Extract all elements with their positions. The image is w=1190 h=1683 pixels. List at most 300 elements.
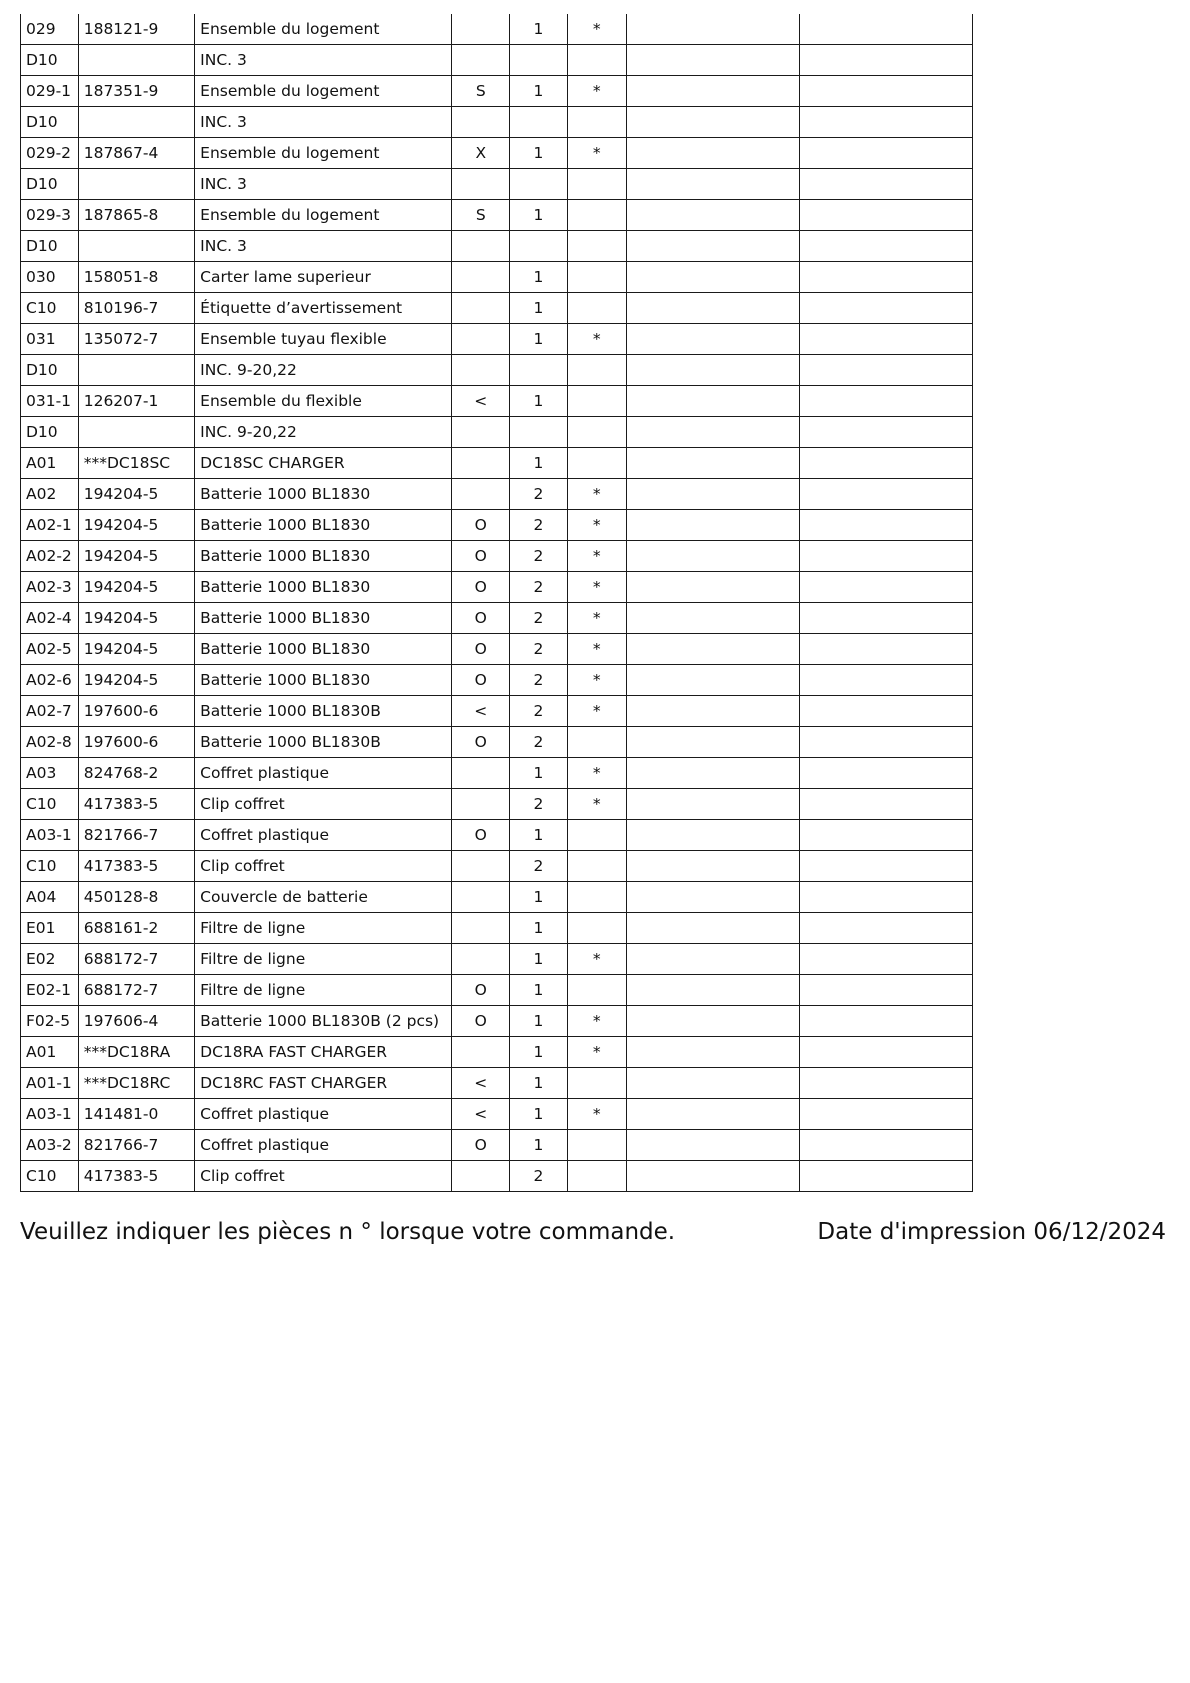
table-row xyxy=(21,293,973,324)
mark-cell xyxy=(567,1068,626,1099)
quantity-cell: 1 xyxy=(510,76,568,107)
extra-1-cell xyxy=(626,727,799,758)
extra-2-cell xyxy=(799,541,972,572)
quantity-cell: 2 xyxy=(510,1161,568,1192)
code-cell xyxy=(452,882,510,913)
extra-1-cell xyxy=(626,789,799,820)
item-ref-cell: A02 xyxy=(21,479,79,510)
extra-1-cell xyxy=(626,665,799,696)
extra-2-cell xyxy=(799,231,972,262)
item-ref-cell: A03-2 xyxy=(21,1130,79,1161)
extra-1-cell xyxy=(626,975,799,1006)
item-ref-cell: 029-2 xyxy=(21,138,79,169)
description-cell: INC. 9-20,22 xyxy=(195,355,452,386)
mark-cell: * xyxy=(567,1099,626,1130)
extra-1-cell xyxy=(626,882,799,913)
description-cell: Clip coffret xyxy=(195,851,452,882)
extra-1-cell xyxy=(626,262,799,293)
description-cell: INC. 3 xyxy=(195,45,452,76)
code-cell: S xyxy=(452,200,510,231)
item-ref-cell: C10 xyxy=(21,1161,79,1192)
extra-1-cell xyxy=(626,944,799,975)
part-number-cell: 187865-8 xyxy=(78,200,194,231)
table-row xyxy=(21,727,973,758)
code-cell xyxy=(452,262,510,293)
extra-2-cell xyxy=(799,417,972,448)
item-ref-cell: 029 xyxy=(21,14,79,45)
quantity-cell: 1 xyxy=(510,975,568,1006)
item-ref-cell: A01 xyxy=(21,448,79,479)
item-ref-cell: A02-6 xyxy=(21,665,79,696)
mark-cell: * xyxy=(567,634,626,665)
quantity-cell: 1 xyxy=(510,882,568,913)
table-row xyxy=(21,1161,973,1192)
extra-2-cell xyxy=(799,789,972,820)
table-row xyxy=(21,386,973,417)
table-row xyxy=(21,758,973,789)
item-ref-cell: 029-1 xyxy=(21,76,79,107)
part-number-cell: 417383-5 xyxy=(78,851,194,882)
quantity-cell: 1 xyxy=(510,1130,568,1161)
extra-1-cell xyxy=(626,417,799,448)
extra-1-cell xyxy=(626,293,799,324)
mark-cell: * xyxy=(567,758,626,789)
item-ref-cell: D10 xyxy=(21,107,79,138)
item-ref-cell: A01 xyxy=(21,1037,79,1068)
code-cell: O xyxy=(452,541,510,572)
extra-2-cell xyxy=(799,820,972,851)
table-row xyxy=(21,262,973,293)
description-cell: Coffret plastique xyxy=(195,1130,452,1161)
quantity-cell: 2 xyxy=(510,851,568,882)
extra-1-cell xyxy=(626,169,799,200)
extra-1-cell xyxy=(626,200,799,231)
extra-2-cell xyxy=(799,1037,972,1068)
item-ref-cell: A02-3 xyxy=(21,572,79,603)
extra-1-cell xyxy=(626,355,799,386)
mark-cell xyxy=(567,1130,626,1161)
part-number-cell: 158051-8 xyxy=(78,262,194,293)
item-ref-cell: A02-4 xyxy=(21,603,79,634)
quantity-cell: 1 xyxy=(510,1037,568,1068)
table-row xyxy=(21,417,973,448)
extra-2-cell xyxy=(799,76,972,107)
description-cell: Ensemble du logement xyxy=(195,138,452,169)
mark-cell xyxy=(567,913,626,944)
code-cell xyxy=(452,324,510,355)
extra-1-cell xyxy=(626,45,799,76)
part-number-cell: 450128-8 xyxy=(78,882,194,913)
extra-1-cell xyxy=(626,913,799,944)
extra-1-cell xyxy=(626,479,799,510)
code-cell xyxy=(452,448,510,479)
table-row xyxy=(21,944,973,975)
quantity-cell: 1 xyxy=(510,324,568,355)
table-row xyxy=(21,448,973,479)
code-cell: O xyxy=(452,975,510,1006)
description-cell: Filtre de ligne xyxy=(195,975,452,1006)
code-cell: < xyxy=(452,1068,510,1099)
extra-2-cell xyxy=(799,944,972,975)
code-cell xyxy=(452,1037,510,1068)
mark-cell xyxy=(567,293,626,324)
part-number-cell: 810196-7 xyxy=(78,293,194,324)
item-ref-cell: D10 xyxy=(21,45,79,76)
mark-cell: * xyxy=(567,696,626,727)
code-cell xyxy=(452,169,510,200)
quantity-cell: 1 xyxy=(510,1099,568,1130)
code-cell xyxy=(452,758,510,789)
order-note: Veuillez indiquer les pièces n ° lorsque votre commande. xyxy=(20,1219,676,1245)
item-ref-cell: A04 xyxy=(21,882,79,913)
description-cell: Batterie 1000 BL1830B xyxy=(195,696,452,727)
mark-cell: * xyxy=(567,789,626,820)
item-ref-cell: D10 xyxy=(21,417,79,448)
description-cell: Ensemble tuyau flexible xyxy=(195,324,452,355)
code-cell xyxy=(452,417,510,448)
table-row xyxy=(21,138,973,169)
extra-2-cell xyxy=(799,913,972,944)
item-ref-cell: C10 xyxy=(21,789,79,820)
table-row xyxy=(21,1130,973,1161)
table-row xyxy=(21,1099,973,1130)
part-number-cell: 135072-7 xyxy=(78,324,194,355)
code-cell: < xyxy=(452,386,510,417)
quantity-cell: 2 xyxy=(510,603,568,634)
table-row xyxy=(21,355,973,386)
part-number-cell: ***DC18SC xyxy=(78,448,194,479)
mark-cell: * xyxy=(567,603,626,634)
quantity-cell: 2 xyxy=(510,510,568,541)
extra-2-cell xyxy=(799,975,972,1006)
extra-2-cell xyxy=(799,107,972,138)
part-number-cell: 126207-1 xyxy=(78,386,194,417)
item-ref-cell: A02-5 xyxy=(21,634,79,665)
mark-cell: * xyxy=(567,76,626,107)
code-cell xyxy=(452,14,510,45)
quantity-cell: 1 xyxy=(510,1006,568,1037)
code-cell xyxy=(452,913,510,944)
item-ref-cell: A02-7 xyxy=(21,696,79,727)
extra-1-cell xyxy=(626,758,799,789)
table-row xyxy=(21,603,973,634)
mark-cell xyxy=(567,820,626,851)
extra-1-cell xyxy=(626,603,799,634)
item-ref-cell: 031 xyxy=(21,324,79,355)
item-ref-cell: A02-1 xyxy=(21,510,79,541)
part-number-cell: ***DC18RA xyxy=(78,1037,194,1068)
extra-1-cell xyxy=(626,138,799,169)
quantity-cell: 2 xyxy=(510,665,568,696)
extra-1-cell xyxy=(626,231,799,262)
table-row xyxy=(21,1006,973,1037)
part-number-cell: 194204-5 xyxy=(78,634,194,665)
description-cell: Batterie 1000 BL1830 xyxy=(195,510,452,541)
code-cell: O xyxy=(452,634,510,665)
extra-1-cell xyxy=(626,572,799,603)
code-cell xyxy=(452,851,510,882)
table-row xyxy=(21,789,973,820)
extra-2-cell xyxy=(799,324,972,355)
description-cell: DC18SC CHARGER xyxy=(195,448,452,479)
table-row xyxy=(21,45,973,76)
part-number-cell xyxy=(78,169,194,200)
item-ref-cell: C10 xyxy=(21,293,79,324)
item-ref-cell: E02-1 xyxy=(21,975,79,1006)
table-row xyxy=(21,572,973,603)
mark-cell xyxy=(567,169,626,200)
table-row xyxy=(21,479,973,510)
extra-2-cell xyxy=(799,14,972,45)
table-row xyxy=(21,107,973,138)
quantity-cell xyxy=(510,107,568,138)
code-cell xyxy=(452,1161,510,1192)
description-cell: Étiquette d’avertissement xyxy=(195,293,452,324)
code-cell: O xyxy=(452,510,510,541)
parts-table-body xyxy=(21,14,973,1192)
mark-cell: * xyxy=(567,479,626,510)
table-row xyxy=(21,1037,973,1068)
quantity-cell: 2 xyxy=(510,541,568,572)
part-number-cell: 417383-5 xyxy=(78,1161,194,1192)
mark-cell: * xyxy=(567,138,626,169)
item-ref-cell: D10 xyxy=(21,355,79,386)
extra-2-cell xyxy=(799,851,972,882)
part-number-cell: 197606-4 xyxy=(78,1006,194,1037)
table-row xyxy=(21,76,973,107)
description-cell: Clip coffret xyxy=(195,1161,452,1192)
parts-table xyxy=(20,14,973,1192)
quantity-cell xyxy=(510,231,568,262)
part-number-cell: 187867-4 xyxy=(78,138,194,169)
part-number-cell: 821766-7 xyxy=(78,1130,194,1161)
code-cell: O xyxy=(452,727,510,758)
part-number-cell: 197600-6 xyxy=(78,696,194,727)
code-cell xyxy=(452,107,510,138)
description-cell: Batterie 1000 BL1830 xyxy=(195,541,452,572)
part-number-cell: 821766-7 xyxy=(78,820,194,851)
mark-cell xyxy=(567,107,626,138)
extra-2-cell xyxy=(799,1099,972,1130)
description-cell: Filtre de ligne xyxy=(195,944,452,975)
quantity-cell: 2 xyxy=(510,572,568,603)
item-ref-cell: F02-5 xyxy=(21,1006,79,1037)
quantity-cell: 1 xyxy=(510,820,568,851)
item-ref-cell: A03-1 xyxy=(21,820,79,851)
quantity-cell: 1 xyxy=(510,293,568,324)
description-cell: Couvercle de batterie xyxy=(195,882,452,913)
mark-cell: * xyxy=(567,541,626,572)
mark-cell xyxy=(567,417,626,448)
code-cell xyxy=(452,479,510,510)
mark-cell: * xyxy=(567,324,626,355)
code-cell: S xyxy=(452,76,510,107)
description-cell: Coffret plastique xyxy=(195,820,452,851)
extra-1-cell xyxy=(626,820,799,851)
mark-cell xyxy=(567,882,626,913)
table-row xyxy=(21,882,973,913)
part-number-cell: 141481-0 xyxy=(78,1099,194,1130)
extra-2-cell xyxy=(799,479,972,510)
table-row xyxy=(21,231,973,262)
mark-cell xyxy=(567,45,626,76)
item-ref-cell: A03-1 xyxy=(21,1099,79,1130)
code-cell: O xyxy=(452,572,510,603)
extra-2-cell xyxy=(799,603,972,634)
mark-cell xyxy=(567,851,626,882)
part-number-cell: 194204-5 xyxy=(78,603,194,634)
part-number-cell: 188121-9 xyxy=(78,14,194,45)
extra-2-cell xyxy=(799,727,972,758)
quantity-cell: 2 xyxy=(510,727,568,758)
mark-cell xyxy=(567,200,626,231)
table-row xyxy=(21,851,973,882)
mark-cell xyxy=(567,231,626,262)
table-row xyxy=(21,913,973,944)
extra-1-cell xyxy=(626,386,799,417)
description-cell: Coffret plastique xyxy=(195,1099,452,1130)
item-ref-cell: 031-1 xyxy=(21,386,79,417)
extra-1-cell xyxy=(626,1161,799,1192)
description-cell: Batterie 1000 BL1830B (2 pcs) xyxy=(195,1006,452,1037)
mark-cell xyxy=(567,448,626,479)
part-number-cell: 194204-5 xyxy=(78,541,194,572)
quantity-cell: 1 xyxy=(510,386,568,417)
extra-2-cell xyxy=(799,169,972,200)
part-number-cell: 194204-5 xyxy=(78,510,194,541)
description-cell: Filtre de ligne xyxy=(195,913,452,944)
mark-cell xyxy=(567,386,626,417)
extra-2-cell xyxy=(799,758,972,789)
extra-2-cell xyxy=(799,634,972,665)
extra-1-cell xyxy=(626,851,799,882)
part-number-cell: 417383-5 xyxy=(78,789,194,820)
description-cell: Batterie 1000 BL1830 xyxy=(195,572,452,603)
quantity-cell: 2 xyxy=(510,634,568,665)
part-number-cell: 688172-7 xyxy=(78,944,194,975)
item-ref-cell: A03 xyxy=(21,758,79,789)
part-number-cell: 688172-7 xyxy=(78,975,194,1006)
extra-2-cell xyxy=(799,882,972,913)
description-cell: DC18RC FAST CHARGER xyxy=(195,1068,452,1099)
code-cell xyxy=(452,231,510,262)
mark-cell: * xyxy=(567,572,626,603)
extra-2-cell xyxy=(799,386,972,417)
part-number-cell xyxy=(78,107,194,138)
table-row xyxy=(21,200,973,231)
extra-1-cell xyxy=(626,510,799,541)
description-cell: Ensemble du logement xyxy=(195,200,452,231)
table-row xyxy=(21,510,973,541)
extra-1-cell xyxy=(626,1037,799,1068)
extra-1-cell xyxy=(626,1068,799,1099)
quantity-cell: 2 xyxy=(510,479,568,510)
extra-1-cell xyxy=(626,1099,799,1130)
quantity-cell: 1 xyxy=(510,262,568,293)
item-ref-cell: 030 xyxy=(21,262,79,293)
quantity-cell: 1 xyxy=(510,448,568,479)
extra-1-cell xyxy=(626,1006,799,1037)
table-row xyxy=(21,820,973,851)
description-cell: INC. 9-20,22 xyxy=(195,417,452,448)
table-row xyxy=(21,169,973,200)
extra-2-cell xyxy=(799,572,972,603)
code-cell xyxy=(452,789,510,820)
table-row xyxy=(21,1068,973,1099)
extra-2-cell xyxy=(799,1161,972,1192)
item-ref-cell: D10 xyxy=(21,231,79,262)
mark-cell: * xyxy=(567,14,626,45)
item-ref-cell: E02 xyxy=(21,944,79,975)
print-date: Date d'impression 06/12/2024 xyxy=(817,1219,1166,1245)
description-cell: INC. 3 xyxy=(195,231,452,262)
extra-1-cell xyxy=(626,1130,799,1161)
extra-1-cell xyxy=(626,76,799,107)
item-ref-cell: C10 xyxy=(21,851,79,882)
extra-2-cell xyxy=(799,696,972,727)
part-number-cell: 688161-2 xyxy=(78,913,194,944)
table-row xyxy=(21,541,973,572)
code-cell: < xyxy=(452,1099,510,1130)
code-cell xyxy=(452,293,510,324)
table-row xyxy=(21,634,973,665)
description-cell: Ensemble du logement xyxy=(195,14,452,45)
quantity-cell xyxy=(510,417,568,448)
extra-2-cell xyxy=(799,510,972,541)
description-cell: Ensemble du flexible xyxy=(195,386,452,417)
part-number-cell: 187351-9 xyxy=(78,76,194,107)
table-row xyxy=(21,665,973,696)
quantity-cell: 1 xyxy=(510,944,568,975)
code-cell: O xyxy=(452,665,510,696)
extra-2-cell xyxy=(799,1006,972,1037)
extra-2-cell xyxy=(799,355,972,386)
quantity-cell xyxy=(510,169,568,200)
part-number-cell: 194204-5 xyxy=(78,479,194,510)
part-number-cell: 194204-5 xyxy=(78,572,194,603)
extra-2-cell xyxy=(799,448,972,479)
extra-2-cell xyxy=(799,200,972,231)
code-cell: O xyxy=(452,1006,510,1037)
extra-2-cell xyxy=(799,1068,972,1099)
extra-2-cell xyxy=(799,262,972,293)
description-cell: Batterie 1000 BL1830 xyxy=(195,603,452,634)
table-row xyxy=(21,14,973,45)
code-cell: O xyxy=(452,820,510,851)
mark-cell: * xyxy=(567,665,626,696)
part-number-cell: 824768-2 xyxy=(78,758,194,789)
extra-1-cell xyxy=(626,541,799,572)
part-number-cell xyxy=(78,355,194,386)
extra-1-cell xyxy=(626,14,799,45)
mark-cell: * xyxy=(567,510,626,541)
quantity-cell xyxy=(510,45,568,76)
part-number-cell xyxy=(78,45,194,76)
mark-cell xyxy=(567,262,626,293)
description-cell: Batterie 1000 BL1830 xyxy=(195,665,452,696)
quantity-cell: 2 xyxy=(510,789,568,820)
description-cell: Coffret plastique xyxy=(195,758,452,789)
table-row xyxy=(21,324,973,355)
code-cell xyxy=(452,45,510,76)
description-cell: Batterie 1000 BL1830 xyxy=(195,479,452,510)
extra-2-cell xyxy=(799,138,972,169)
extra-1-cell xyxy=(626,634,799,665)
table-row xyxy=(21,975,973,1006)
description-cell: DC18RA FAST CHARGER xyxy=(195,1037,452,1068)
quantity-cell: 2 xyxy=(510,696,568,727)
code-cell: O xyxy=(452,1130,510,1161)
